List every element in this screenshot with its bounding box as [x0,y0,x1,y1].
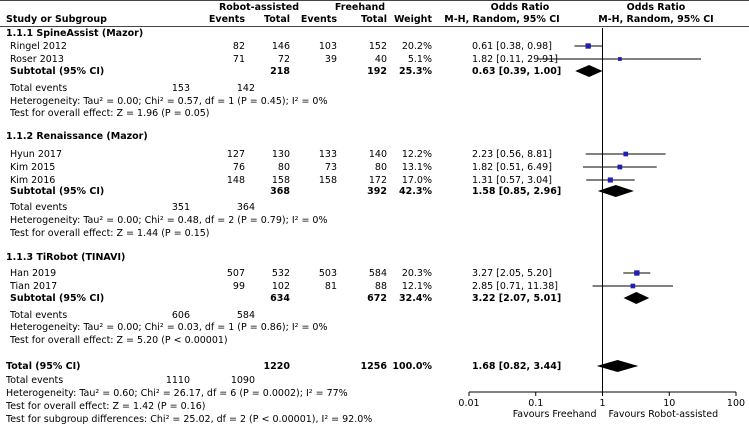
robot-total: 532 [271,268,290,279]
study-square [631,284,636,289]
grand-heterogeneity-text: Heterogeneity: Tau² = 0.60; Chi² = 26.17, df = 6 (P = 0.0002); I² = 77% [6,388,348,399]
study-square [585,43,590,48]
robot-group-header: Robot-assisted [218,2,300,13]
robot-events: 82 [232,41,245,52]
x-tick-label: 0.1 [528,398,544,409]
heterogeneity-text: Heterogeneity: Tau² = 0.00; Chi² = 0.57, df = 1 (P = 0.45); I² = 0% [10,96,328,107]
study-or-ci: 2.85 [0.71, 11.38] [472,281,558,292]
study-or-ci: 1.31 [0.57, 3.04] [472,175,552,186]
study-weight: 13.1% [401,162,432,173]
freehand-events: 103 [318,41,337,52]
study-weight: 17.0% [401,175,432,186]
study-weight: 20.3% [401,268,432,279]
study-name: Kim 2016 [10,175,56,186]
freehand-total: 40 [374,54,387,65]
heterogeneity-text: Heterogeneity: Tau² = 0.00; Chi² = 0.03, df = 1 (P = 0.86); I² = 0% [10,322,328,333]
grand-freehand-total: 1256 [360,361,387,372]
robot-events: 71 [232,54,245,65]
pooled-diamond [624,292,650,304]
total-events-freehand: 364 [236,202,255,213]
total-events-robot: 351 [171,202,190,213]
subtotal-freehand-total: 392 [367,186,387,197]
robot-total: 102 [271,281,290,292]
study-or-ci: 1.82 [0.11, 29.91] [472,54,558,65]
study-name: Hyun 2017 [10,149,63,160]
robot-events: 148 [226,175,245,186]
overall-effect-text: Test for overall effect: Z = 5.20 (P < 0.00001) [10,335,228,346]
freehand-total-header: Total [361,14,387,25]
grand-total-events-freehand: 1090 [230,375,255,386]
freehand-events: 503 [318,268,337,279]
subgroup-differences-text: Test for subgroup differences: Chi² = 25.02, df = 2 (P < 0.00001), I² = 92.0% [6,414,373,425]
grand-or-ci: 1.68 [0.82, 3.44] [472,361,562,372]
grand-total-events-label: Total events [6,375,64,386]
robot-total: 130 [271,149,290,160]
subtotal-freehand-total: 672 [367,293,387,304]
or-column-title: Odds Ratio [490,2,550,13]
robot-events: 127 [226,149,245,160]
subgroup-title: 1.1.2 Renaissance (Mazor) [6,131,148,142]
grand-weight: 100.0% [392,361,432,372]
study-name: Ringel 2012 [10,41,67,52]
grand-total-events-robot: 1110 [165,375,190,386]
plot-method: M-H, Random, 95% CI [598,14,714,25]
subtotal-label: Subtotal (95% CI) [10,186,105,197]
study-square [608,177,613,182]
study-weight: 12.1% [401,281,432,292]
study-name: Han 2019 [10,268,57,279]
x-tick-label: 100 [726,398,746,409]
study-weight: 20.2% [401,41,432,52]
freehand-events: 39 [324,54,337,65]
study-square [618,57,622,61]
x-tick-label: 10 [663,398,676,409]
subtotal-robot-total: 368 [270,186,290,197]
freehand-total: 172 [368,175,387,186]
study-or-ci: 3.27 [2.05, 5.20] [472,268,552,279]
study-column-header: Study or Subgroup [6,14,107,25]
subgroup-title: 1.1.3 TiRobot (TINAVI) [6,252,126,263]
study-name: Roser 2013 [10,54,64,65]
favours-freehand-label: Favours Freehand [512,409,597,420]
freehand-events: 73 [324,162,337,173]
or-column-method: M-H, Random, 95% CI [444,14,560,25]
total-events-robot: 153 [171,83,190,94]
subtotal-weight: 25.3% [399,66,432,77]
robot-total: 158 [271,175,290,186]
study-weight: 5.1% [407,54,432,65]
total-label: Total (95% CI) [6,361,81,372]
robot-events: 99 [232,281,245,292]
grand-overall-effect-text: Test for overall effect: Z = 1.42 (P = 0.16) [6,401,206,412]
total-events-robot: 606 [171,310,190,321]
freehand-events-header: Events [300,14,337,25]
robot-events: 507 [226,268,245,279]
subtotal-or-ci: 0.63 [0.39, 1.00] [472,66,562,77]
study-weight: 12.2% [401,149,432,160]
robot-events: 76 [232,162,245,173]
subtotal-robot-total: 634 [270,293,290,304]
pooled-diamond [575,65,602,77]
total-events-label: Total events [10,202,68,213]
subtotal-label: Subtotal (95% CI) [10,293,105,304]
robot-total: 72 [277,54,290,65]
subtotal-or-ci: 3.22 [2.07, 5.01] [472,293,562,304]
total-events-label: Total events [10,310,68,321]
robot-total-header: Total [264,14,290,25]
freehand-total: 152 [368,41,387,52]
subtotal-freehand-total: 192 [367,66,387,77]
total-events-label: Total events [10,83,68,94]
subtotal-robot-total: 218 [270,66,290,77]
study-square [623,152,628,157]
total-events-freehand: 584 [236,310,255,321]
weight-header: Weight [394,14,432,25]
subtotal-weight: 32.4% [399,293,432,304]
robot-total: 80 [277,162,290,173]
x-tick-label: 0.01 [458,398,480,409]
freehand-total: 80 [374,162,387,173]
study-name: Kim 2015 [10,162,56,173]
study-or-ci: 1.82 [0.51, 6.49] [472,162,552,173]
study-square [617,165,622,170]
total-events-freehand: 142 [236,83,255,94]
overall-effect-text: Test for overall effect: Z = 1.44 (P = 0.15) [10,228,210,239]
subtotal-label: Subtotal (95% CI) [10,66,105,77]
freehand-events: 158 [318,175,337,186]
freehand-events: 81 [324,281,337,292]
study-name: Tian 2017 [10,281,58,292]
robot-events-header: Events [208,14,245,25]
plot-title: Odds Ratio [626,2,686,13]
freehand-total: 584 [368,268,387,279]
freehand-group-header: Freehand [334,2,386,13]
study-or-ci: 2.23 [0.56, 8.81] [472,149,552,160]
study-or-ci: 0.61 [0.38, 0.98] [472,41,552,52]
subtotal-weight: 42.3% [399,186,432,197]
heterogeneity-text: Heterogeneity: Tau² = 0.00; Chi² = 0.48, df = 2 (P = 0.79); I² = 0% [10,215,328,226]
pooled-diamond [598,185,634,197]
favours-robot-label: Favours Robot-assisted [608,409,719,420]
freehand-total: 140 [368,149,387,160]
freehand-events: 133 [318,149,337,160]
overall-effect-text: Test for overall effect: Z = 1.96 (P = 0.05) [10,108,210,119]
grand-robot-total: 1220 [263,361,290,372]
subtotal-or-ci: 1.58 [0.85, 2.96] [472,186,562,197]
robot-total: 146 [271,41,290,52]
study-square [634,270,639,275]
subgroup-title: 1.1.1 SpineAssist (Mazor) [6,28,144,39]
x-tick-label: 1 [599,398,606,409]
freehand-total: 88 [374,281,387,292]
